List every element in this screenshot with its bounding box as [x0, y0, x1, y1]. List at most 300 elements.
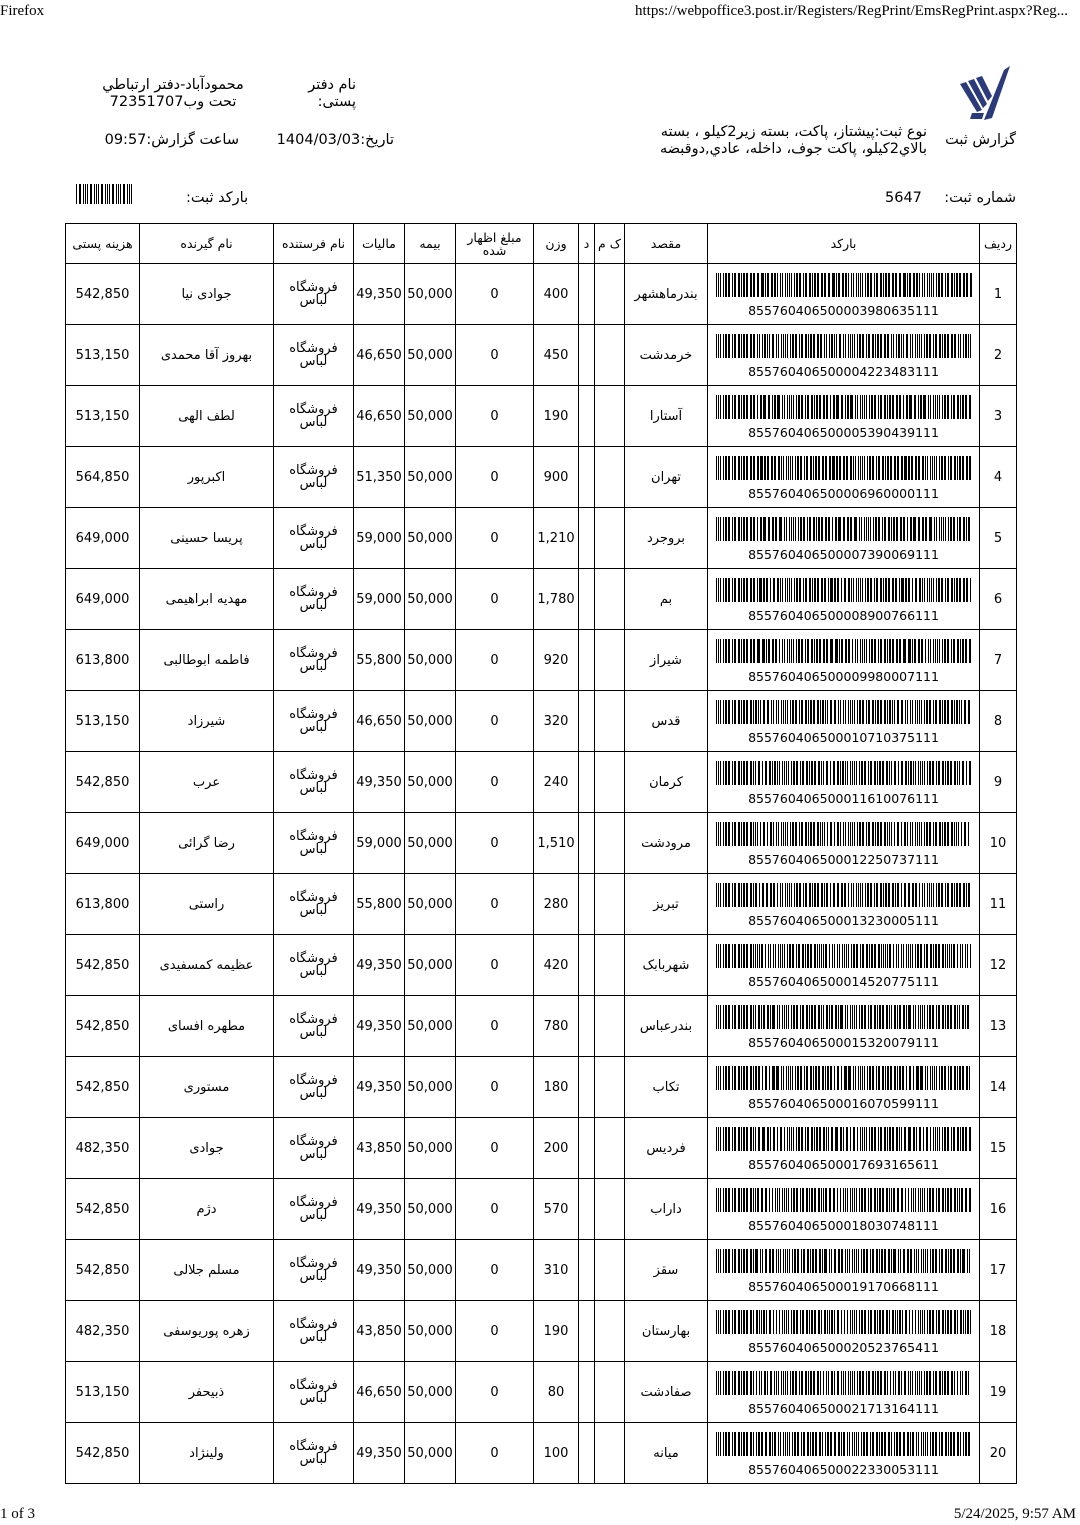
browser-name: Firefox	[0, 3, 45, 19]
barcode-cell	[708, 1362, 980, 1423]
destination: فردیس	[625, 1118, 708, 1179]
parcel-barcode	[716, 639, 972, 663]
weight: 320	[534, 691, 579, 752]
row-index: 16	[980, 1179, 1017, 1240]
sender-name: فروشگاه لباس	[274, 935, 354, 996]
d-cell	[579, 1118, 595, 1179]
destination: صفادشت	[625, 1362, 708, 1423]
sender-name: فروشگاه لباس	[274, 1118, 354, 1179]
insurance: 50,000	[405, 691, 456, 752]
table-row	[66, 996, 1017, 1057]
destination: بندرعباس	[625, 996, 708, 1057]
row-index: 3	[980, 386, 1017, 447]
row-index: 5	[980, 508, 1017, 569]
d-cell	[579, 752, 595, 813]
postal-cost: 513,150	[66, 325, 140, 386]
col-km: ک م	[595, 224, 625, 264]
km-cell	[595, 325, 625, 386]
sender-name: فروشگاه لباس	[274, 691, 354, 752]
tax: 49,350	[354, 264, 405, 325]
row-index: 2	[980, 325, 1017, 386]
postal-cost: 482,350	[66, 1118, 140, 1179]
col-cost: هزینه پستی	[66, 224, 140, 264]
insurance: 50,000	[405, 1118, 456, 1179]
barcode-number: 855760406500016070599111	[748, 1095, 939, 1111]
weight: 900	[534, 447, 579, 508]
destination: شهربابک	[625, 935, 708, 996]
parcel-barcode	[716, 395, 972, 419]
row-index: 8	[980, 691, 1017, 752]
report-time: ساعت گزارش:09:57	[104, 132, 239, 148]
col-tax: مالیات	[354, 224, 405, 264]
barcode-number: 855760406500007390069111	[748, 546, 939, 562]
office-name: محمودآباد-دفتر ارتباطي تحت وب72351707	[102, 77, 244, 110]
receiver-name: عظیمه کمسفیدی	[140, 935, 274, 996]
barcode-number: 855760406500017693165611	[748, 1156, 939, 1172]
km-cell	[595, 1118, 625, 1179]
tax: 59,000	[354, 813, 405, 874]
declared-value: 0	[456, 1240, 534, 1301]
receiver-name: راستی	[140, 874, 274, 935]
declared-value: 0	[456, 813, 534, 874]
d-cell	[579, 1240, 595, 1301]
barcode-cell	[708, 264, 980, 325]
table-row	[66, 325, 1017, 386]
receiver-name: جوادی نیا	[140, 264, 274, 325]
table-row	[66, 264, 1017, 325]
table-row	[66, 1301, 1017, 1362]
weight: 1,510	[534, 813, 579, 874]
km-cell	[595, 264, 625, 325]
report-date: تاریخ:1404/03/03	[276, 132, 394, 148]
table-row	[66, 386, 1017, 447]
barcode-cell	[708, 1057, 980, 1118]
barcode-cell	[708, 813, 980, 874]
d-cell	[579, 1057, 595, 1118]
destination: بم	[625, 569, 708, 630]
post-logo-icon	[958, 66, 1016, 122]
postal-cost: 482,350	[66, 1301, 140, 1362]
d-cell	[579, 813, 595, 874]
postal-cost: 564,850	[66, 447, 140, 508]
tax: 49,350	[354, 752, 405, 813]
km-cell	[595, 935, 625, 996]
km-cell	[595, 1423, 625, 1484]
insurance: 50,000	[405, 630, 456, 691]
destination: تبریز	[625, 874, 708, 935]
declared-value: 0	[456, 996, 534, 1057]
print-datetime: 5/24/2025, 9:57 AM	[953, 1506, 1076, 1522]
table-row	[66, 1240, 1017, 1301]
barcode-number: 855760406500013230005111	[748, 912, 939, 928]
postal-cost: 542,850	[66, 1423, 140, 1484]
postal-cost: 649,000	[66, 508, 140, 569]
table-row	[66, 1423, 1017, 1484]
receiver-name: اکبرپور	[140, 447, 274, 508]
tax: 46,650	[354, 1362, 405, 1423]
declared-value: 0	[456, 264, 534, 325]
insurance: 50,000	[405, 264, 456, 325]
km-cell	[595, 874, 625, 935]
parcel-barcode	[716, 517, 972, 541]
barcode-cell	[708, 386, 980, 447]
receiver-name: دژم	[140, 1179, 274, 1240]
tax: 49,350	[354, 996, 405, 1057]
table-row	[66, 813, 1017, 874]
table-row	[66, 1362, 1017, 1423]
d-cell	[579, 996, 595, 1057]
receiver-name: مهدیه ابراهیمی	[140, 569, 274, 630]
weight: 450	[534, 325, 579, 386]
insurance: 50,000	[405, 569, 456, 630]
declared-value: 0	[456, 508, 534, 569]
receiver-name: مسلم جلالی	[140, 1240, 274, 1301]
insurance: 50,000	[405, 325, 456, 386]
registration-table	[65, 223, 1017, 1484]
receiver-name: ولینژاد	[140, 1423, 274, 1484]
barcode-cell	[708, 325, 980, 386]
insurance: 50,000	[405, 813, 456, 874]
postal-cost: 542,850	[66, 935, 140, 996]
postal-cost: 649,000	[66, 569, 140, 630]
office-label: نام دفتر پستی:	[308, 77, 356, 110]
insurance: 50,000	[405, 508, 456, 569]
postal-cost: 649,000	[66, 813, 140, 874]
weight: 400	[534, 264, 579, 325]
barcode-number: 855760406500021713164111	[748, 1400, 939, 1416]
km-cell	[595, 813, 625, 874]
insurance: 50,000	[405, 447, 456, 508]
sender-name: فروشگاه لباس	[274, 752, 354, 813]
receiver-name: لطف الهی	[140, 386, 274, 447]
barcode-cell	[708, 1240, 980, 1301]
sender-name: فروشگاه لباس	[274, 1240, 354, 1301]
sender-name: فروشگاه لباس	[274, 813, 354, 874]
destination: تهران	[625, 447, 708, 508]
sender-name: فروشگاه لباس	[274, 874, 354, 935]
tax: 43,850	[354, 1301, 405, 1362]
weight: 1,780	[534, 569, 579, 630]
col-barcode: بارکد	[708, 224, 980, 264]
row-index: 9	[980, 752, 1017, 813]
barcode-cell	[708, 1179, 980, 1240]
destination: قدس	[625, 691, 708, 752]
destination: میانه	[625, 1423, 708, 1484]
reg-barcode	[76, 184, 134, 204]
table-row	[66, 569, 1017, 630]
insurance: 50,000	[405, 996, 456, 1057]
table-row	[66, 1118, 1017, 1179]
weight: 310	[534, 1240, 579, 1301]
destination: داراب	[625, 1179, 708, 1240]
receiver-name: زهره پوریوسفی	[140, 1301, 274, 1362]
barcode-cell	[708, 1301, 980, 1362]
destination: سقز	[625, 1240, 708, 1301]
insurance: 50,000	[405, 1240, 456, 1301]
parcel-barcode	[716, 1371, 972, 1395]
tax: 46,650	[354, 325, 405, 386]
km-cell	[595, 691, 625, 752]
insurance: 50,000	[405, 386, 456, 447]
insurance: 50,000	[405, 1423, 456, 1484]
table-row	[66, 447, 1017, 508]
postal-cost: 513,150	[66, 386, 140, 447]
sender-name: فروشگاه لباس	[274, 264, 354, 325]
barcode-number: 855760406500014520775111	[748, 973, 939, 989]
d-cell	[579, 1362, 595, 1423]
row-index: 13	[980, 996, 1017, 1057]
sender-name: فروشگاه لباس	[274, 1057, 354, 1118]
postal-cost: 542,850	[66, 264, 140, 325]
insurance: 50,000	[405, 1362, 456, 1423]
insurance: 50,000	[405, 1301, 456, 1362]
row-index: 20	[980, 1423, 1017, 1484]
row-index: 10	[980, 813, 1017, 874]
destination: شیراز	[625, 630, 708, 691]
table-row	[66, 935, 1017, 996]
parcel-barcode	[716, 883, 972, 907]
sender-name: فروشگاه لباس	[274, 996, 354, 1057]
weight: 80	[534, 1362, 579, 1423]
weight: 570	[534, 1179, 579, 1240]
row-index: 15	[980, 1118, 1017, 1179]
d-cell	[579, 386, 595, 447]
barcode-cell	[708, 1118, 980, 1179]
declared-value: 0	[456, 630, 534, 691]
d-cell	[579, 691, 595, 752]
weight: 780	[534, 996, 579, 1057]
table-row	[66, 630, 1017, 691]
sender-name: فروشگاه لباس	[274, 1301, 354, 1362]
barcode-cell	[708, 447, 980, 508]
postal-cost: 613,800	[66, 630, 140, 691]
table-row	[66, 752, 1017, 813]
weight: 240	[534, 752, 579, 813]
parcel-barcode	[716, 700, 972, 724]
declared-value: 0	[456, 1057, 534, 1118]
parcel-barcode	[716, 1127, 972, 1151]
d-cell	[579, 630, 595, 691]
barcode-cell	[708, 508, 980, 569]
declared-value: 0	[456, 447, 534, 508]
tax: 49,350	[354, 1423, 405, 1484]
weight: 420	[534, 935, 579, 996]
weight: 200	[534, 1118, 579, 1179]
tax: 46,650	[354, 691, 405, 752]
postal-cost: 542,850	[66, 1179, 140, 1240]
row-index: 18	[980, 1301, 1017, 1362]
receiver-name: مستوری	[140, 1057, 274, 1118]
parcel-barcode	[716, 1432, 972, 1456]
sender-name: فروشگاه لباس	[274, 325, 354, 386]
receiver-name: بهروز آقا محمدی	[140, 325, 274, 386]
parcel-barcode	[716, 1310, 972, 1334]
destination: کرمان	[625, 752, 708, 813]
barcode-number: 855760406500022330053111	[748, 1461, 939, 1477]
tax: 59,000	[354, 569, 405, 630]
weight: 190	[534, 1301, 579, 1362]
postal-cost: 613,800	[66, 874, 140, 935]
barcode-number: 855760406500010710375111	[748, 729, 939, 745]
km-cell	[595, 1179, 625, 1240]
km-cell	[595, 508, 625, 569]
col-sender: نام فرستنده	[274, 224, 354, 264]
barcode-number: 855760406500019170668111	[748, 1278, 939, 1294]
col-weight: وزن	[534, 224, 579, 264]
insurance: 50,000	[405, 752, 456, 813]
declared-value: 0	[456, 1301, 534, 1362]
tax: 49,350	[354, 1179, 405, 1240]
tax: 49,350	[354, 1057, 405, 1118]
col-row: ردیف	[980, 224, 1017, 264]
receiver-name: جوادی	[140, 1118, 274, 1179]
d-cell	[579, 325, 595, 386]
d-cell	[579, 935, 595, 996]
tax: 46,650	[354, 386, 405, 447]
km-cell	[595, 1362, 625, 1423]
receiver-name: شیرزاد	[140, 691, 274, 752]
col-insurance: بیمه	[405, 224, 456, 264]
km-cell	[595, 752, 625, 813]
sender-name: فروشگاه لباس	[274, 508, 354, 569]
sender-name: فروشگاه لباس	[274, 386, 354, 447]
destination: مرودشت	[625, 813, 708, 874]
sender-name: فروشگاه لباس	[274, 630, 354, 691]
barcode-number: 855760406500006960000111	[748, 485, 939, 501]
d-cell	[579, 1301, 595, 1362]
sender-name: فروشگاه لباس	[274, 447, 354, 508]
sender-name: فروشگاه لباس	[274, 569, 354, 630]
barcode-number: 855760406500012250737111	[748, 851, 939, 867]
insurance: 50,000	[405, 935, 456, 996]
d-cell	[579, 264, 595, 325]
row-index: 14	[980, 1057, 1017, 1118]
postal-cost: 513,150	[66, 1362, 140, 1423]
destination: خرمدشت	[625, 325, 708, 386]
row-index: 6	[980, 569, 1017, 630]
parcel-barcode	[716, 1249, 972, 1273]
barcode-number: 855760406500004223483111	[748, 363, 939, 379]
km-cell	[595, 996, 625, 1057]
barcode-cell	[708, 935, 980, 996]
tax: 43,850	[354, 1118, 405, 1179]
row-index: 12	[980, 935, 1017, 996]
declared-value: 0	[456, 752, 534, 813]
barcode-number: 855760406500020523765411	[748, 1339, 939, 1355]
barcode-number: 855760406500003980635111	[748, 302, 939, 318]
declared-value: 0	[456, 325, 534, 386]
receiver-name: عرب	[140, 752, 274, 813]
km-cell	[595, 447, 625, 508]
declared-value: 0	[456, 1179, 534, 1240]
row-index: 7	[980, 630, 1017, 691]
row-index: 4	[980, 447, 1017, 508]
postal-cost: 542,850	[66, 996, 140, 1057]
table-header-row	[66, 224, 1017, 264]
postal-cost: 542,850	[66, 1057, 140, 1118]
sender-name: فروشگاه لباس	[274, 1179, 354, 1240]
km-cell	[595, 1240, 625, 1301]
parcel-barcode	[716, 578, 972, 602]
tax: 59,000	[354, 508, 405, 569]
declared-value: 0	[456, 569, 534, 630]
destination: بهارستان	[625, 1301, 708, 1362]
row-index: 11	[980, 874, 1017, 935]
parcel-barcode	[716, 944, 972, 968]
table-row	[66, 1179, 1017, 1240]
barcode-cell	[708, 752, 980, 813]
postal-cost: 542,850	[66, 752, 140, 813]
parcel-barcode	[716, 822, 972, 846]
d-cell	[579, 1179, 595, 1240]
barcode-cell	[708, 569, 980, 630]
d-cell	[579, 569, 595, 630]
sender-name: فروشگاه لباس	[274, 1362, 354, 1423]
parcel-barcode	[716, 1005, 972, 1029]
sender-name: فروشگاه لباس	[274, 1423, 354, 1484]
barcode-number: 855760406500005390439111	[748, 424, 939, 440]
parcel-barcode	[716, 761, 972, 785]
tax: 49,350	[354, 1240, 405, 1301]
parcel-barcode	[716, 456, 972, 480]
weight: 100	[534, 1423, 579, 1484]
reg-number-label: شماره ثبت:	[944, 190, 1016, 206]
reg-number: 5647	[885, 190, 922, 206]
table-row	[66, 508, 1017, 569]
postal-cost: 542,850	[66, 1240, 140, 1301]
weight: 280	[534, 874, 579, 935]
receiver-name: پریسا حسینی	[140, 508, 274, 569]
km-cell	[595, 569, 625, 630]
receiver-name: فاطمه ابوطالبی	[140, 630, 274, 691]
receiver-name: مطهره افسای	[140, 996, 274, 1057]
d-cell	[579, 508, 595, 569]
barcode-cell	[708, 630, 980, 691]
km-cell	[595, 1301, 625, 1362]
receiver-name: ذبیحفر	[140, 1362, 274, 1423]
table-row	[66, 691, 1017, 752]
parcel-barcode	[716, 334, 972, 358]
insurance: 50,000	[405, 874, 456, 935]
declared-value: 0	[456, 386, 534, 447]
postal-cost: 513,150	[66, 691, 140, 752]
row-index: 19	[980, 1362, 1017, 1423]
tax: 49,350	[354, 935, 405, 996]
barcode-cell	[708, 874, 980, 935]
km-cell	[595, 630, 625, 691]
declared-value: 0	[456, 1362, 534, 1423]
destination: بندرماهشهر	[625, 264, 708, 325]
tax: 51,350	[354, 447, 405, 508]
col-d: د	[579, 224, 595, 264]
km-cell	[595, 1057, 625, 1118]
destination: آستارا	[625, 386, 708, 447]
barcode-number: 855760406500011610076111	[748, 790, 939, 806]
parcel-barcode	[716, 273, 972, 297]
km-cell	[595, 386, 625, 447]
barcode-number: 855760406500015320079111	[748, 1034, 939, 1050]
insurance: 50,000	[405, 1057, 456, 1118]
table-row	[66, 1057, 1017, 1118]
reg-barcode-label: بارکد ثبت:	[186, 190, 249, 206]
d-cell	[579, 447, 595, 508]
col-receiver: نام گیرنده	[140, 224, 274, 264]
tax: 55,800	[354, 630, 405, 691]
page-count: 1 of 3	[0, 1506, 35, 1522]
barcode-number: 855760406500018030748111	[748, 1217, 939, 1233]
barcode-cell	[708, 1423, 980, 1484]
row-index: 17	[980, 1240, 1017, 1301]
